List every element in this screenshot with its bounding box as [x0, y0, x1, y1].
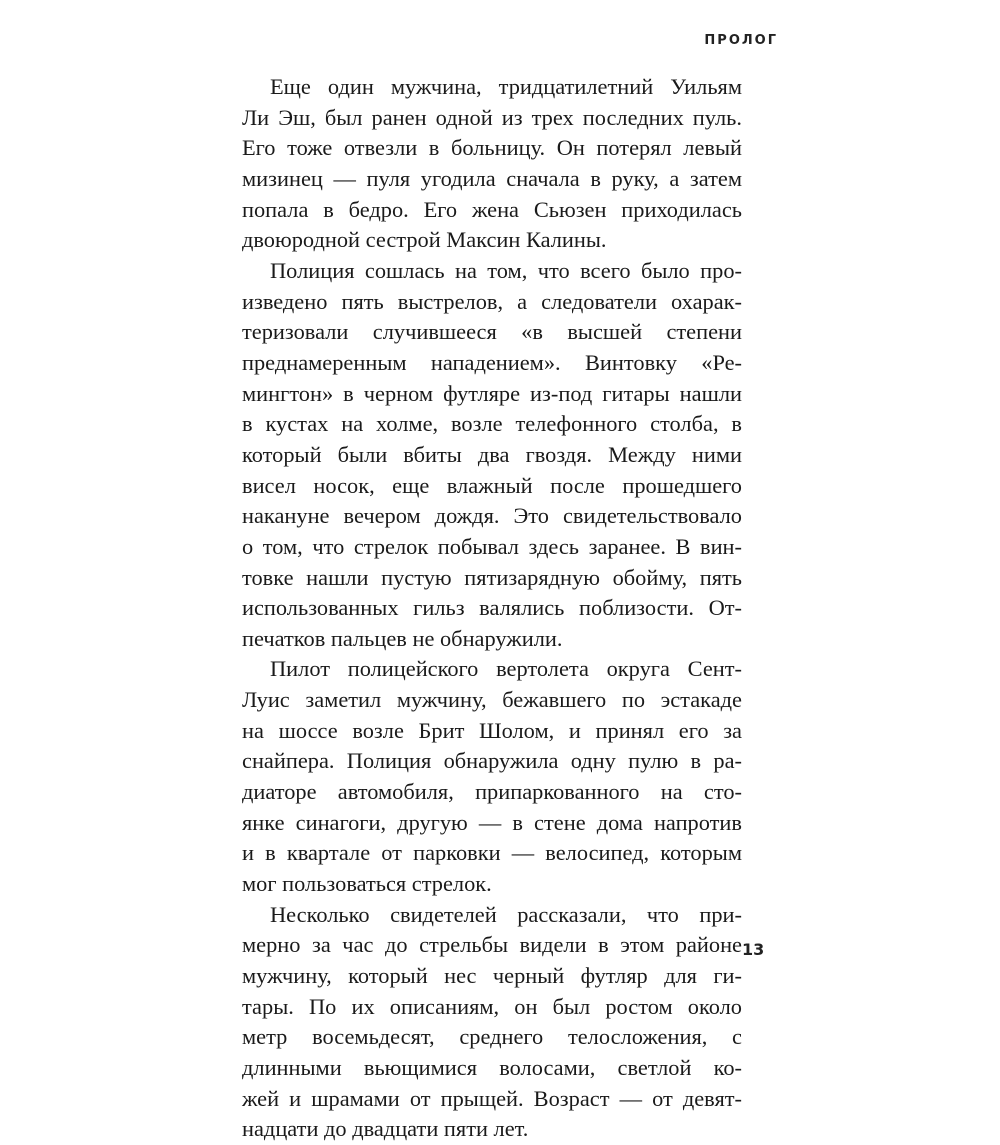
text-line: Ли Эш, был ранен одной из трех последних пуль. [242, 104, 742, 130]
text-line: теризовали случившееся «в высшей степени [242, 319, 742, 345]
text-line: мужчину, который нес черный футляр для ги- [242, 963, 742, 989]
text-line: мог пользоваться стрелок. [242, 871, 492, 897]
page-number: 13 [742, 940, 765, 959]
text-line: снайпера. Полиция обнаружила одну пулю в ра- [242, 748, 742, 774]
text-line: в кустах на холме, возле телефонного столба, в [242, 411, 742, 437]
body-text [242, 72, 742, 1145]
text-line: о том, что стрелок побывал здесь заранее. В вин- [242, 533, 742, 559]
paragraph [242, 654, 742, 899]
text-line: попала в бедро. Его жена Сьюзен приходилась [242, 196, 742, 222]
text-line: который были вбиты два гвоздя. Между ними [242, 441, 742, 467]
text-line: Несколько свидетелей рассказали, что при- [270, 901, 742, 927]
text-line: Пилот полицейского вертолета округа Сент- [270, 656, 742, 682]
text-line: жей и шрамами от прыщей. Возраст — от девят- [242, 1085, 742, 1111]
text-line: длинными вьющимися волосами, светлой ко- [242, 1055, 742, 1080]
text-line: накануне вечером дождя. Это свидетельствовало [242, 503, 742, 529]
text-line: печатков пальцев не обнаружили. [242, 625, 563, 651]
text-line: изведено пять выстрелов, а следователи охарак- [242, 288, 742, 314]
text-line: висел носок, еще влажный после прошедшего [242, 472, 742, 498]
text-line: Еще один мужчина, тридцатилетний Уильям [270, 74, 742, 99]
text-line: использованных гильз валялись поблизости. От- [242, 595, 742, 621]
text-line: мерно за час до стрельбы видели в этом районе [242, 932, 742, 958]
text-line: товке нашли пустую пятизарядную обойму, пять [242, 564, 742, 590]
text-line: надцати до двадцати пяти лет. [242, 1116, 529, 1142]
text-line: Полиция сошлась на том, что всего было про- [270, 257, 742, 283]
text-line: Луис заметил мужчину, бежавшего по эстакаде [242, 687, 742, 713]
text-line: янке синагоги, другую — в стене дома напротив [242, 809, 742, 835]
text-line: мизинец — пуля угодила сначала в руку, а затем [242, 165, 742, 191]
running-head: ПРОЛОГ [704, 33, 778, 48]
text-line: преднамеренным нападением». Винтовку «Ре- [242, 349, 742, 375]
text-line: диаторе автомобиля, припаркованного на сто- [242, 779, 742, 805]
text-line: метр восемьдесят, среднего телосложения, с [242, 1024, 742, 1050]
text-line: мингтон» в черном футляре из-под гитары нашли [242, 380, 742, 406]
text-line: Его тоже отвезли в больницу. Он потерял левый [242, 135, 742, 161]
text-line: и в квартале от парковки — велосипед, которым [242, 840, 742, 866]
paragraph [242, 900, 742, 1145]
text-line: на шоссе возле Брит Шолом, и принял его за [242, 717, 742, 743]
paragraph [242, 256, 742, 655]
text-line: двоюродной сестрой Максин Калины. [242, 227, 607, 253]
text-line: тары. По их описаниям, он был ростом около [242, 993, 742, 1019]
paragraph [242, 72, 742, 256]
